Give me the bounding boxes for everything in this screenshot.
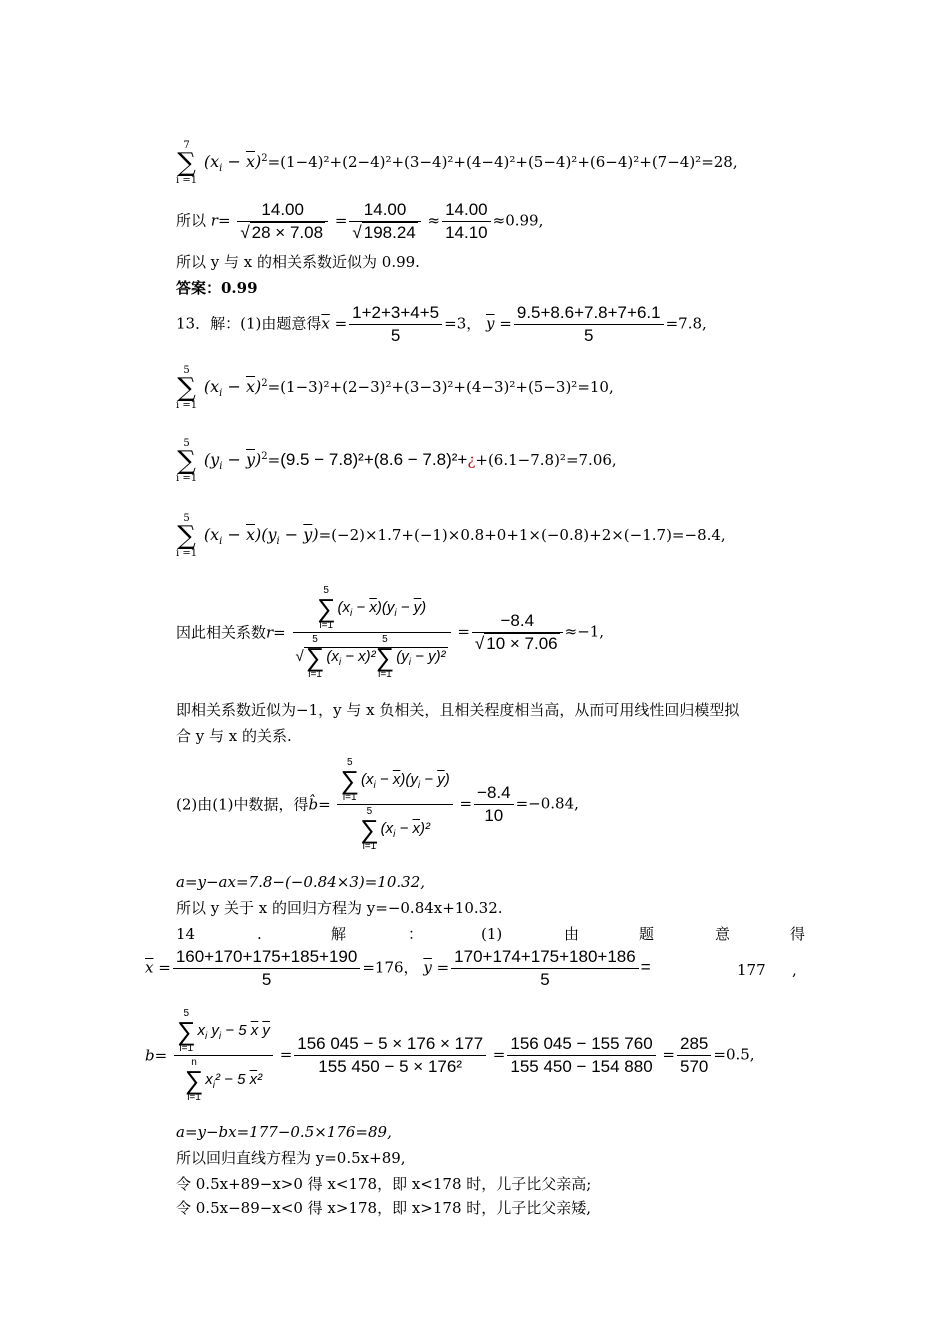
sum-sq-y-5: 5 ∑ i =1 $(y_i - \overline{y})^2=(9.5 - 7.8)^2+(8.6$ − 7.8)²+¿+(6.1−7.8)²=7.06,: [176, 438, 617, 484]
word: (1): [481, 925, 503, 943]
slope-b: (2)由(1)中数据，得b̂= 5 ∑ i=1 $(x_i - \overline{x})(y_i - \overline{y})$ 5 ∑ i=1 $(x_i - \overline{x})^2$ = $\frac{-8.4}{10}$ =−0.84,: [176, 757, 579, 852]
inequality-1: 令 0.5x+89−x>0 得 x<178，即 x<178 时，儿子比父亲高;: [176, 1175, 592, 1193]
value-177: 177: [737, 961, 766, 979]
word: 得: [790, 925, 806, 943]
correlation-r: 因此相关系数r= 5 ∑ i=1 $(x_i - \overline{x})(y_i - \overline{y})$ √ 5 ∑ i=1 $(x_i - \overline{x})^2$ 5 ∑ i=1 $(y_i - \overline{y})^2$ = $\frac{-8.4}{√ 10 \times 7.06}$ ≈−1,: [176, 585, 605, 680]
word: 意: [715, 925, 731, 943]
word: 解: [331, 925, 347, 943]
sum-sq-x-line: 7 ∑ i =1 $(x_i - \overline{x})^2=(1-4)^2+(2-4)^2+(3-4)^2+(4-4)^2+(5-4)^2+(6-4)^2+(7-4)^2=28$,: [176, 140, 738, 186]
paragraph-line: 合 y 与 x 的关系.: [176, 727, 292, 745]
word: ：: [408, 925, 424, 943]
slope-b-14: b= 5 ∑ i=1 $x_i$ $y_i - 5$ $\overline{x}$ $\overline{y}$ n ∑ i=1 $x_i^2 - 5$ $\overline{x}^2$ = $\frac{156 045 - 5 \times 176 \times 177}{\text{155 450 − 5 × 176²}}$ = $\frac{156 045 - 155 760}{155 450 - 154 880}$ = $\frac{285}{570}$ =0.5,: [145, 1008, 755, 1103]
comma: ,: [792, 961, 797, 979]
sigma-symbol: 7 ∑ i =1: [176, 140, 198, 186]
mean-line: 13．解：(1)由题意得$\overline{x}$ = $\frac{1+2+3+4+5}{5}$ =3， $\overline{y}$ = $\frac{9.5+8.6+7.8+7+6.1}{5}$ =7.8,: [176, 303, 707, 345]
word: 题: [639, 925, 655, 943]
inequality-2: 令 0.5x−89−x<0 得 x>178，即 x>178 时，儿子比父亲矮,: [176, 1199, 592, 1217]
r-computation: 所以 r= $\frac{14.00}{√ 28 \times 7.08}$ = $\frac{14.00}{√ 198.24}$ ≈ $\frac{14.00}{14.10}$ ≈0.99,: [176, 200, 544, 242]
paragraph-line: 即相关系数近似为−1，y 与 x 负相关，且相关程度相当高，从而可用线性回归模型拟: [176, 701, 740, 719]
answer-text: 答案：0.99: [176, 279, 258, 297]
sum-result: =(1−4)²+(2−4)²+(3−4)²+(4−4)²+(5−4)²+(6−4)²+(7−4)²=28,: [267, 153, 738, 171]
means-14: $\overline{x}$ = $\frac{160+170+175+185+190}{5}$ =176， $\overline{y}$ = $\frac{170+174+175+180+186}{5}$ =: [145, 947, 651, 989]
word: 由: [564, 925, 580, 943]
intercept-a: a=y−ax=7.8−(−0.84×3)=10.32,: [176, 873, 426, 891]
sum-sq-x-5: 5 ∑ i =1 $(x_i - \overline{x})^2=(1-3)^2+(2-3)^2+(3-3)^2+(4-3)^2+(5-3)^2=10$,: [176, 365, 614, 411]
intercept-a-14: a=y−bx=177−0.5×176=89,: [176, 1123, 392, 1141]
regression-line-14: 所以回归直线方程为 y=0.5x+89,: [176, 1149, 406, 1167]
conclusion-text: 所以 y 与 x 的相关系数近似为 0.99.: [176, 253, 420, 271]
sum-xy-5: 5 ∑ i =1 $(x_i - \overline{x})(y_i - \overline{y})=(-2)\times 1.7+(-1)\times 0.8+0+1\times(-0.8)+2\times(-1.7)=-8.4$,: [176, 513, 726, 559]
word: 14: [176, 925, 196, 943]
regression-eq: 所以 y 关于 x 的回归方程为 y=−0.84x+10.32.: [176, 899, 503, 917]
word: .: [257, 925, 262, 943]
